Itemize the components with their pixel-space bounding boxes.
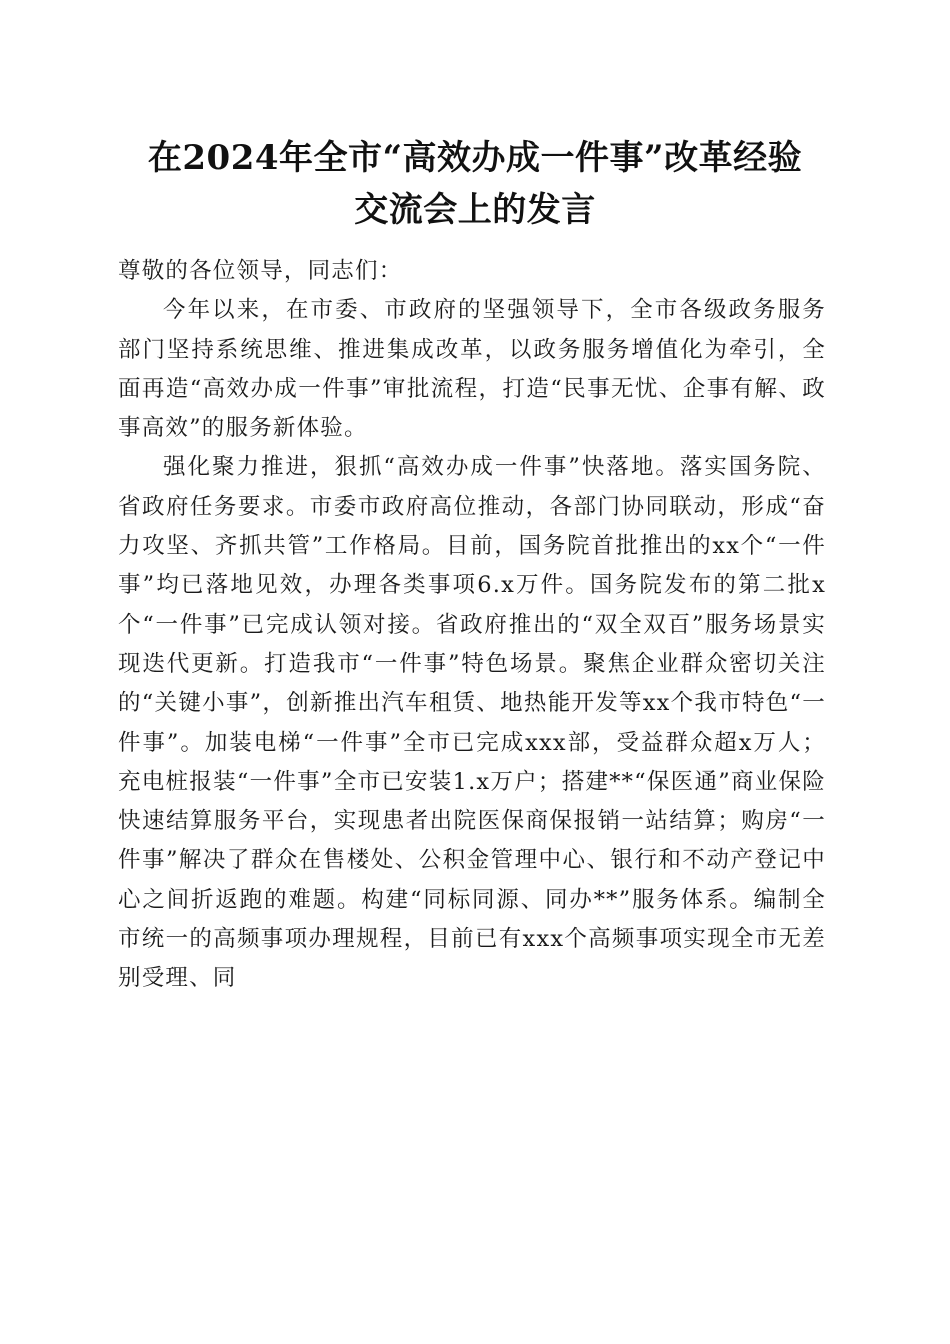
document-body <box>118 252 826 999</box>
title-line-1: 在2024年全市“高效办成一件事”改革经验 <box>147 138 803 178</box>
paragraph-intro: 今年以来，在市委、市政府的坚强领导下，全市各级政务服务部门坚持系统思维、推进集成改革，以政务服务增值化为牵引，全面再造“高效办成一件事”审批流程，打造“民事无忧、企事有解、政事高效”的服务新体验。 <box>118 297 826 442</box>
document-title <box>118 132 832 236</box>
paragraph-main: 强化聚力推进，狠抓“高效办成一件事”快落地。落实国务院、省政府任务要求。市委市政府高位推动，各部门协同联动，形成“奋力攻坚、齐抓共管”工作格局。目前，国务院首批推出的xx个“一件事”均已落地见效，办理各类事项6.x万件。国务院发布的第二批x个“一件事”已完成认领对接。省政府推出的“双全双百”服务场景实现迭代更新。打造我市“一件事”特色场景。聚焦企业群众密切关注的“关键小事”，创新推出汽车租赁、地热能开发等xx个我市特色“一件事”。加装电梯“一件事”全市已完成xxx部，受益群众超x万人；充电桩报装“一件事”全市已安装1.x万户；搭建**“保医通”商业保险快速结算服务平台，实现患者出院医保商保报销一站结算；购房“一件事”解决了群众在售楼处、公积金管理中心、银行和不动产登记中心之间折返跑的难题。构建“同标同源、同办**”服务体系。编制全市统一的高频事项办理规程，目前已有xxx个高频事项实现全市无差别受理、同 <box>118 454 826 992</box>
title-line-2: 交流会上的发言 <box>354 190 596 230</box>
salutation: 尊敬的各位领导，同志们： <box>118 258 403 284</box>
